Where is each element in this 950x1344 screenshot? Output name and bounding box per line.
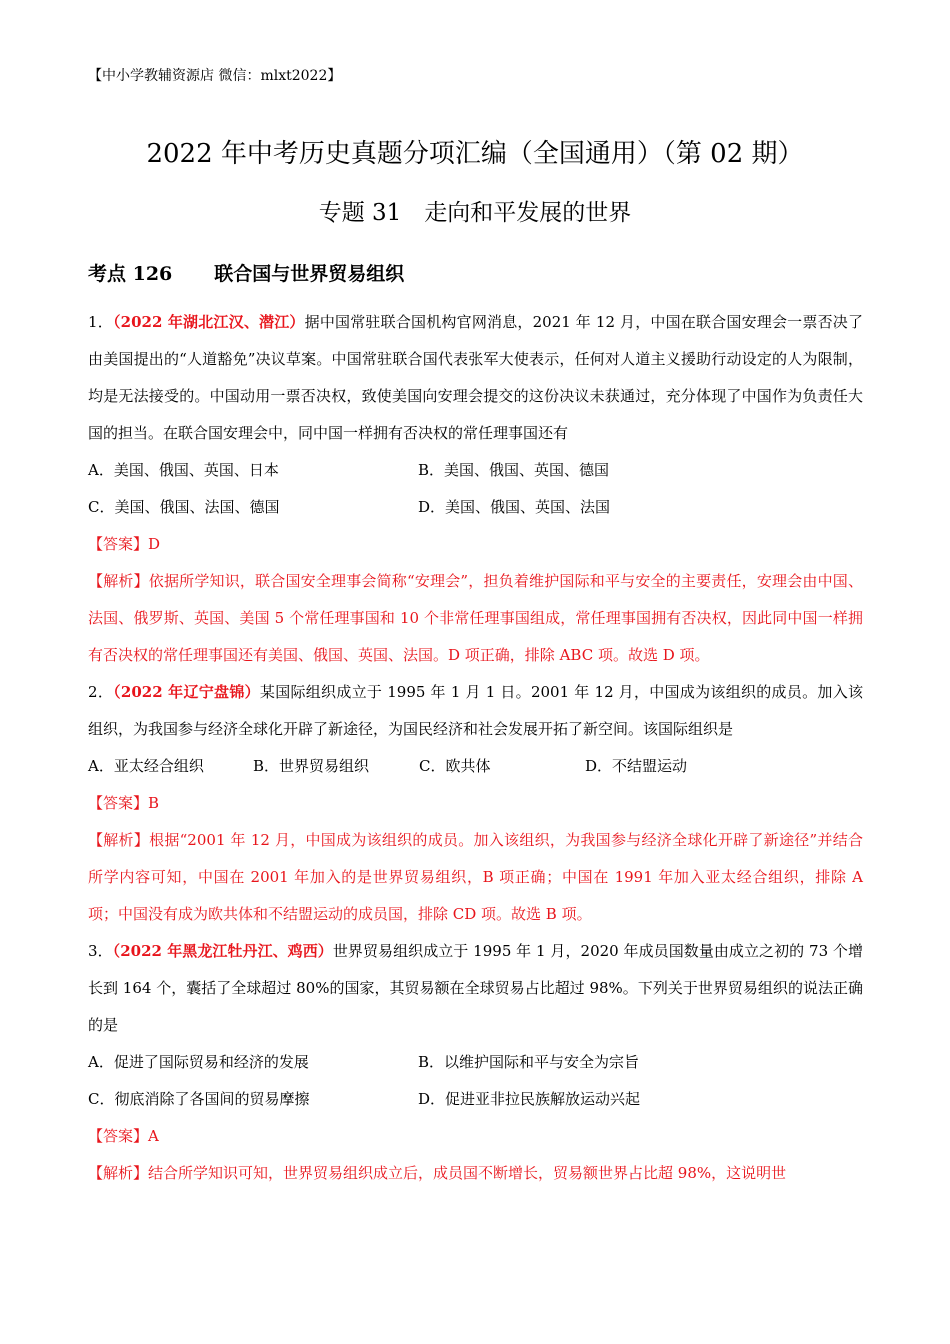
question-stem (88, 674, 863, 748)
question-number: 3． (88, 942, 113, 960)
question-source: （2022 年黑龙江牡丹江、鸡西） (112, 942, 333, 960)
answer-label: 【答案】 (88, 1127, 149, 1145)
analysis (88, 563, 863, 674)
options-row (88, 452, 863, 489)
option-d: D．促进亚非拉民族解放运动兴起 (418, 1090, 641, 1108)
question-source: （2022 年辽宁盘锦） (113, 683, 260, 701)
section-label: 考点 126 (88, 263, 173, 285)
section-topic: 联合国与世界贸易组织 (214, 263, 405, 285)
question-number: 1． (88, 313, 113, 331)
answer-value: B (148, 794, 160, 812)
options-row (88, 748, 863, 785)
analysis-text: 结合所学知识可知，世界贸易组织成立后，成员国不断增长，贸易额世界占比超 98%，这说明世 (148, 1164, 787, 1182)
question-2 (88, 674, 863, 933)
answer-line (88, 785, 863, 822)
analysis-label: 【解析】 (88, 572, 149, 590)
option-a: A．促进了国际贸易和经济的发展 (88, 1053, 309, 1071)
analysis-text: 根据“2001 年 12 月，中国成为该组织的成员。加入该组织，为我国参与经济全球化开辟了新途径”并结合所学内容可知，中国在 2001 年加入的是世界贸易组织，B 项正确；中国在 1991 年加入亚太经合组织，排除 A 项；中国没有成为欧共体和不结盟运动的成员国，排除 CD 项。故选 B 项。 (88, 831, 863, 923)
question-text: 世界贸易组织成立于 1995 年 1 月，2020 年成员国数量由成立之初的 73 个增长到 164 个，囊括了全球超过 80%的国家，其贸易额在全球贸易占比超过 98%。下列关于世界贸易组织的说法正确的是 (88, 942, 863, 1034)
option-b: B．以维护国际和平与安全为宗旨 (418, 1053, 640, 1071)
option-d: D．美国、俄国、英国、法国 (418, 498, 611, 516)
section-heading (88, 259, 404, 289)
answer-value: A (148, 1127, 159, 1145)
answer-line (88, 526, 863, 563)
question-3 (88, 933, 863, 1192)
analysis-label: 【解析】 (88, 1164, 149, 1182)
question-1 (88, 304, 863, 674)
options-row (88, 1081, 863, 1118)
doc-subtitle: 专题 31 走向和平发展的世界 (318, 200, 632, 226)
analysis (88, 1155, 863, 1192)
answer-value: D (148, 535, 161, 553)
question-stem (88, 933, 863, 1044)
option-c: C．欧共体 (419, 757, 491, 775)
question-text: 据中国常驻联合国机构官网消息，2021 年 12 月，中国在联合国安理会一票否决了由美国提出的“人道豁免”决议草案。中国常驻联合国代表张军大使表示，任何对人道主义援助行动设定的人为限制，均是无法接受的。中国动用一票否决权，致使美国向安理会提交的这份决议未获通过，充分体现了中国作为负责任大国的担当。在联合国安理会中，同中国一样拥有否决权的常任理事国还有 (88, 313, 863, 442)
question-source: （2022 年湖北江汉、潜江） (112, 313, 305, 331)
option-b: B．世界贸易组织 (253, 757, 370, 775)
analysis-label: 【解析】 (88, 831, 150, 849)
analysis-text: 依据所学知识，联合国安全理事会简称“安理会”，担负着维护国际和平与安全的主要责任，安理会由中国、法国、俄罗斯、英国、美国 5 个常任理事国和 10 个非常任理事国组成，常任理事国拥有否决权，因此同中国一样拥有否决权的常任理事国还有美国、俄国、英国、法国。D 项正确，排除 ABC 项。故选 D 项。 (88, 572, 863, 664)
options-row (88, 489, 863, 526)
analysis (88, 822, 863, 933)
option-d: D．不结盟运动 (585, 757, 688, 775)
option-b: B．美国、俄国、英国、德国 (418, 461, 610, 479)
question-list (88, 304, 863, 1192)
answer-line (88, 1118, 863, 1155)
answer-label: 【答案】 (88, 535, 149, 553)
option-a: A．美国、俄国、英国、日本 (88, 461, 279, 479)
question-number: 2． (88, 683, 114, 701)
answer-label: 【答案】 (88, 794, 149, 812)
option-c: C．彻底消除了各国间的贸易摩擦 (88, 1090, 310, 1108)
option-a: A．亚太经合组织 (88, 757, 204, 775)
question-stem (88, 304, 863, 452)
doc-title: 2022 年中考历史真题分项汇编（全国通用）（第 02 期） (146, 139, 804, 169)
options-row (88, 1044, 863, 1081)
option-c: C．美国、俄国、法国、德国 (88, 498, 280, 516)
header-tag: 【中小学教辅资源店 微信：mlxt2022】 (88, 68, 342, 84)
question-text: 某国际组织成立于 1995 年 1 月 1 日。2001 年 12 月，中国成为该组织的成员。加入该组织，为我国参与经济全球化开辟了新途径，为国民经济和社会发展开拓了新空间。该国际组织是 (88, 683, 863, 738)
